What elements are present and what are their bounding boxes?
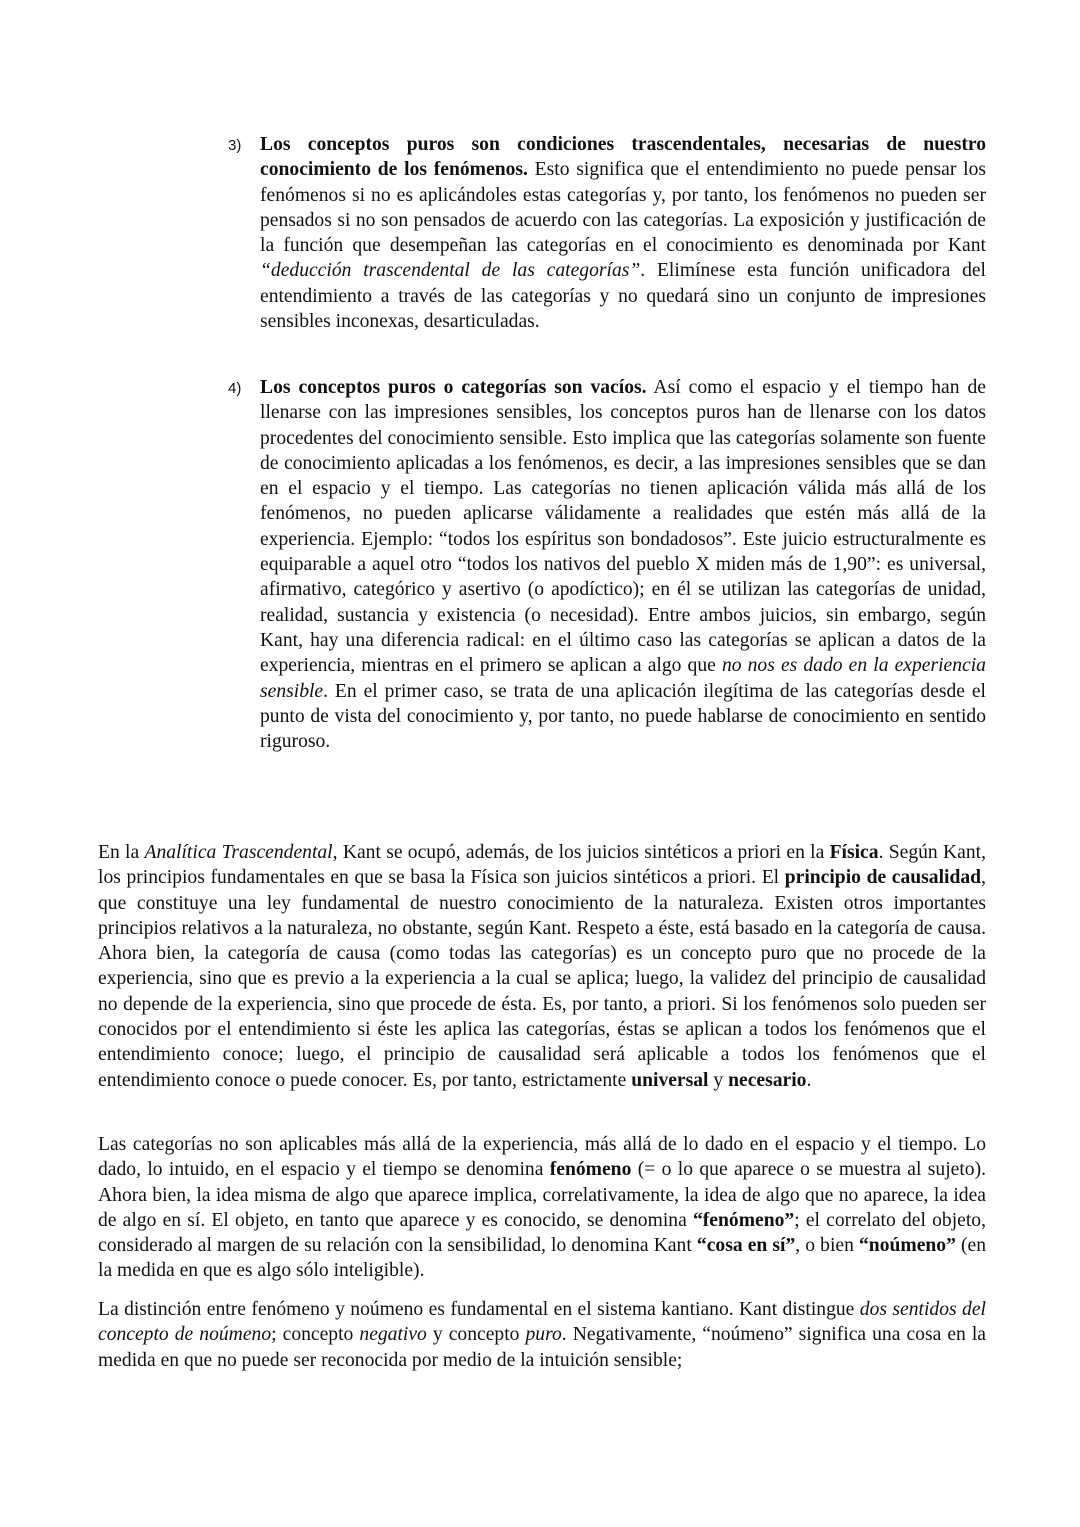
- text-run: , o bien: [795, 1235, 859, 1257]
- italic-text: no nos es dado en la experiencia sensible: [260, 655, 986, 702]
- italic-text: Analítica Trascendental: [144, 842, 333, 863]
- list-item-text: [260, 375, 986, 754]
- bold-text: principio de causalidad: [784, 867, 982, 889]
- text-run: ; concepto: [271, 1324, 360, 1346]
- text-run: . Negativamente, “noúmeno” significa una cosa en la medida en que no puede ser reconocida por medio de la intuición sensible;: [98, 1324, 986, 1371]
- bold-text: “cosa en sí”: [696, 1235, 796, 1257]
- text-run: . Elimínese esta función unificadora del entendimiento a través de las categorías y no quedará sino un conjunto de impresiones sensibles inconexas, desarticuladas.: [260, 260, 987, 333]
- text-run: y concepto: [426, 1324, 526, 1346]
- text-run: Las categorías no son aplicables más allá de la experiencia, más allá de lo dado en el espacio y el tiempo. Lo dado, lo intuido, en el espacio y el tiempo se denomina: [98, 1134, 986, 1181]
- italic-text: dos sentidos del concepto de noúmeno: [98, 1299, 986, 1346]
- text-run: . Según Kant, los principios fundamentales en que se basa la Física son juicios sintéticos a priori. El: [98, 842, 987, 889]
- list-item-text: [260, 132, 986, 334]
- italic-text: puro: [525, 1324, 562, 1346]
- text-run: , Kant se ocupó, además, de los juicios sintéticos a priori en la: [332, 842, 830, 863]
- text-run: En la: [98, 842, 145, 863]
- bold-text: Los conceptos puros son condiciones trascendentales, necesarias de nuestro conocimiento de los fenómenos.: [260, 134, 986, 181]
- text-run: , que constituye una ley fundamental de nuestro conocimiento de la naturaleza. Existen otros importantes principios relativos a la naturaleza, no obstante, según Kant. Respeto a éste, está basado en la categoría de causa. Ahora bien, la categoría de causa (como todas las categorías) es un concepto puro que no procede de la experiencia, sino que es previo a la experiencia a la cual se aplica; luego, la validez del principio de causalidad no depende de la experiencia, sino que procede de ésta. Es, por tanto, a priori. Si los fenómenos solo pueden ser conocidos por el entendimiento si éste les aplica las categorías, éstas se aplican a todos los fenómenos que el entendimiento conoce; luego, el principio de causalidad será aplicable a todos los fenómenos que el entendimiento conoce o puede conocer. Es, por tanto, estrictamente: [98, 867, 986, 1091]
- italic-text: “deducción trascendental de las categorías”: [260, 260, 641, 282]
- text-run: La distinción entre fenómeno y noúmeno es fundamental en el sistema kantiano. Kant distingue: [98, 1299, 860, 1320]
- paragraph-noumeno: [98, 1297, 986, 1373]
- text-run: Así como el espacio y el tiempo han de llenarse con las impresiones sensibles, los conceptos puros han de llenarse con los datos procedentes del conocimiento sensible. Esto implica que las categorías solamente son fuente de conocimiento aplicadas a los fenómenos, es decir, a las impresiones sensibles que se dan en el espacio y el tiempo. Las categorías no tienen aplicación válida más allá de los fenómenos, no pueden aplicarse válidamente a realidades que estén más allá de la experiencia. Ejemplo: “todos los espíritus son bondadosos”. Este juicio estructuralmente es equiparable a aquel otro “todos los nativos del pueblo X miden más de 1,90”: es universal, afirmativo, categórico y asertivo (o apodíctico); en él se utilizan las categorías de unidad, realidad, sustancia y existencia (o necesidad). Entre ambos juicios, sin embargo, según Kant, hay una diferencia radical: en el último caso las categorías se aplican a datos de la experiencia, mientras en el primero se aplican a algo que: [260, 377, 986, 677]
- text-run: ; el correlato del objeto, considerado al margen de su relación con la sensibilidad, lo denomina Kant: [98, 1209, 986, 1257]
- bold-text: Los conceptos puros o categorías son vacíos.: [260, 377, 647, 398]
- bold-text: “fenómeno”: [692, 1209, 795, 1231]
- text-run: . En el primer caso, se trata de una aplicación ilegítima de las categorías desde el punto de vista del conocimiento y, por tanto, no puede hablarse de conocimiento en sentido riguroso.: [260, 680, 986, 753]
- bold-text: Física: [829, 842, 879, 863]
- list-number: 3): [228, 137, 242, 154]
- text-run: y: [708, 1069, 729, 1091]
- list-number: 4): [228, 380, 242, 397]
- italic-text: negativo: [359, 1324, 427, 1346]
- bold-text: “noúmeno”: [859, 1235, 956, 1257]
- text-run: (en la medida en que es algo sólo inteligible).: [98, 1235, 987, 1282]
- bold-text: universal: [631, 1069, 709, 1091]
- text-run: .: [806, 1069, 812, 1091]
- text-run: Esto significa que el entendimiento no puede pensar los fenómenos si no es aplicándoles estas categorías y, por tanto, los fenómenos no pueden ser pensados si no son pensados de acuerdo con las categorías. La exposición y justificación de la función que desempeñan las categorías en el conocimiento es denominada por Kant: [260, 159, 986, 257]
- bold-text: necesario: [728, 1069, 807, 1091]
- list-item-3: [228, 132, 987, 334]
- bold-text: fenómeno: [549, 1159, 632, 1181]
- paragraph-fenomeno: [98, 1132, 986, 1284]
- text-run: (= o lo que aparece o se muestra al sujeto). Ahora bien, la idea misma de algo que aparece implica, correlativamente, la idea de algo que no aparece, la idea de algo en sí. El objeto, en tanto que aparece y es conocido, se denomina: [98, 1159, 987, 1231]
- list-item-4: [228, 375, 986, 754]
- paragraph-fisica: [98, 840, 986, 1093]
